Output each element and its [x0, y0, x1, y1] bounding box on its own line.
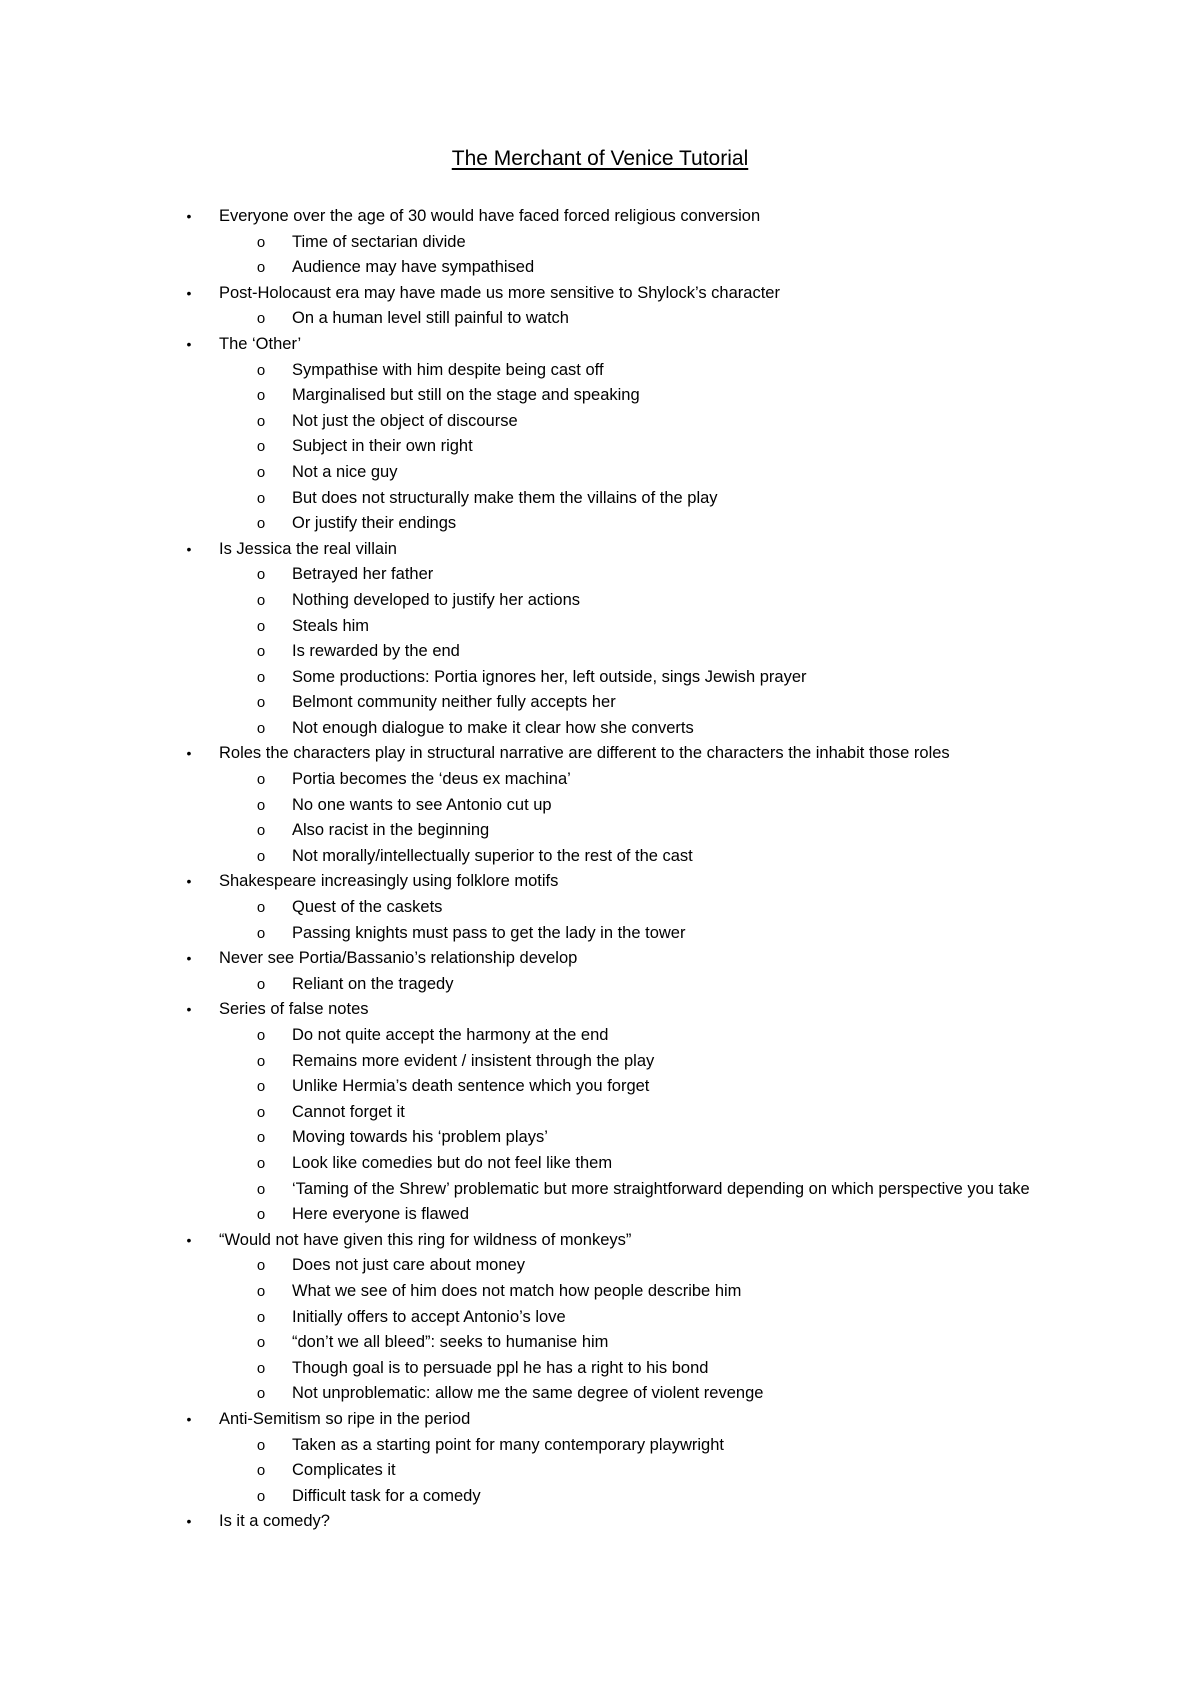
sub-bullet-item — [0, 1433, 1200, 1459]
sub-bullet-text: Quest of the caskets — [292, 898, 443, 917]
bullet-item — [0, 1228, 1200, 1254]
sub-bullet-item — [0, 614, 1200, 640]
sub-bullet-text: Nothing developed to justify her actions — [292, 590, 581, 609]
bullet-icon: • — [186, 1513, 192, 1530]
bullet-icon: • — [186, 208, 192, 224]
sub-bullet-icon: o — [256, 668, 266, 686]
sub-bullet-text: Cannot forget it — [292, 1102, 405, 1121]
sub-bullet-text: Remains more evident / insistent through the play — [292, 1051, 655, 1070]
sub-bullet-item — [0, 1202, 1200, 1228]
sub-bullet-item — [0, 562, 1200, 588]
sub-bullet-text: Betrayed her father — [292, 565, 434, 584]
sub-bullet-icon: o — [256, 617, 266, 635]
sub-bullet-text: Difficult task for a comedy — [292, 1486, 481, 1505]
sub-bullet-item — [0, 639, 1200, 665]
notes-list — [0, 204, 1200, 1535]
sub-bullet-item — [0, 1023, 1200, 1049]
sub-bullet-item — [0, 1100, 1200, 1126]
sub-bullet-item — [0, 511, 1200, 537]
bullet-text: Anti-Semitism so ripe in the period — [219, 1409, 471, 1428]
sub-bullet-item — [0, 1177, 1200, 1203]
sub-bullet-item — [0, 1151, 1200, 1177]
sub-bullet-item — [0, 716, 1200, 742]
sub-bullet-icon: o — [256, 771, 266, 789]
sub-bullet-item — [0, 1330, 1200, 1356]
sub-bullet-icon: o — [256, 1180, 266, 1198]
sub-bullet-text: Time of sectarian divide — [292, 232, 466, 251]
sub-bullet-icon: o — [256, 438, 266, 456]
bullet-text: Everyone over the age of 30 would have faced forced religious conversion — [219, 207, 761, 225]
sub-bullet-icon: o — [256, 1206, 266, 1224]
bullet-text: Is Jessica the real villain — [219, 539, 397, 558]
bullet-item — [0, 537, 1200, 563]
sub-bullet-icon: o — [256, 387, 266, 405]
sub-bullet-text: Not a nice guy — [292, 462, 398, 481]
sub-bullet-text: Is rewarded by the end — [292, 642, 460, 661]
sub-bullet-text: Audience may have sympathised — [292, 258, 535, 277]
sub-bullet-icon: o — [256, 1027, 266, 1044]
sub-bullet-icon: o — [256, 566, 266, 584]
sub-bullet-icon: o — [256, 643, 266, 661]
sub-bullet-text: Does not just care about money — [292, 1256, 525, 1275]
sub-bullet-text: Reliant on the tragedy — [292, 974, 454, 993]
sub-bullet-icon: o — [256, 361, 266, 379]
sub-bullet-icon: o — [256, 1462, 266, 1480]
sub-bullet-item — [0, 1253, 1200, 1279]
sub-bullet-text: Here everyone is flawed — [292, 1205, 470, 1224]
sub-bullet-icon: o — [256, 515, 266, 533]
sub-bullet-icon: o — [256, 412, 266, 430]
sub-bullet-text: Taken as a starting point for many contemporary playwright — [292, 1435, 724, 1454]
sub-bullet-text: No one wants to see Antonio cut up — [292, 795, 552, 814]
sub-bullet-icon: o — [256, 975, 266, 993]
bullet-icon: • — [186, 1231, 192, 1248]
sub-bullet-text: Steals him — [292, 616, 370, 635]
sub-bullet-text: What we see of him does not match how people describe him — [292, 1281, 742, 1300]
sub-bullet-icon: o — [256, 719, 266, 737]
bullet-icon: • — [186, 540, 192, 557]
bullet-item — [0, 204, 1200, 230]
sub-bullet-text: Not just the object of discourse — [292, 411, 518, 430]
bullet-item — [0, 1407, 1200, 1433]
sub-bullet-text: Not enough dialogue to make it clear how she converts — [292, 718, 694, 737]
sub-bullet-icon: o — [256, 847, 266, 865]
sub-bullet-item — [0, 1458, 1200, 1484]
sub-bullet-icon: o — [256, 1487, 266, 1505]
sub-bullet-text: Complicates it — [292, 1461, 396, 1480]
sub-bullet-icon: o — [256, 1359, 266, 1377]
sub-bullet-item — [0, 588, 1200, 614]
bullet-icon: • — [186, 284, 192, 301]
sub-bullet-item — [0, 383, 1200, 409]
bullet-text: Never see Portia/Bassanio’s relationship develop — [219, 949, 578, 968]
bullet-text: Is it a comedy? — [219, 1512, 330, 1531]
sub-bullet-icon: o — [256, 694, 266, 712]
sub-bullet-icon: o — [256, 310, 266, 328]
sub-bullet-icon: o — [256, 1103, 266, 1121]
sub-bullet-item — [0, 486, 1200, 512]
bullet-icon: • — [186, 745, 192, 762]
sub-bullet-text: But does not structurally make them the villains of the play — [292, 488, 718, 507]
bullet-item — [0, 869, 1200, 895]
sub-bullet-icon: o — [256, 1282, 266, 1300]
bullet-item — [0, 281, 1200, 307]
sub-bullet-text: On a human level still painful to watch — [292, 309, 569, 328]
sub-bullet-icon: o — [256, 822, 266, 840]
bullet-text: The ‘Other’ — [219, 334, 302, 353]
bullet-text: Post-Holocaust era may have made us more sensitive to Shylock’s character — [219, 283, 780, 302]
sub-bullet-text: Moving towards his ‘problem plays’ — [292, 1128, 548, 1147]
sub-bullet-icon: o — [256, 1334, 266, 1352]
bullet-text: Shakespeare increasingly using folklore motifs — [219, 872, 559, 891]
sub-bullet-item — [0, 1484, 1200, 1510]
document-title: The Merchant of Venice Tutorial — [451, 147, 749, 170]
bullet-item — [0, 741, 1200, 767]
sub-bullet-icon: o — [256, 1436, 266, 1454]
sub-bullet-icon: o — [256, 899, 266, 917]
sub-bullet-icon: o — [256, 1052, 266, 1070]
sub-bullet-item — [0, 1125, 1200, 1151]
sub-bullet-text: Unlike Hermia’s death sentence which you forget — [292, 1077, 650, 1096]
sub-bullet-text: Portia becomes the ‘deus ex machina’ — [292, 770, 571, 789]
bullet-text: Series of false notes — [219, 1000, 369, 1019]
bullet-icon: • — [186, 873, 192, 890]
sub-bullet-text: Passing knights must pass to get the lady in the tower — [292, 923, 686, 942]
bullet-text: “Would not have given this ring for wildness of monkeys” — [219, 1230, 632, 1249]
sub-bullet-icon: o — [256, 1257, 266, 1275]
sub-bullet-text: Sympathise with him despite being cast off — [292, 360, 604, 379]
sub-bullet-text: Do not quite accept the harmony at the end — [292, 1026, 609, 1044]
sub-bullet-item — [0, 358, 1200, 384]
sub-bullet-text: Not unproblematic: allow me the same degree of violent revenge — [292, 1384, 764, 1403]
sub-bullet-item — [0, 1279, 1200, 1305]
sub-bullet-item — [0, 1305, 1200, 1331]
sub-bullet-item — [0, 434, 1200, 460]
sub-bullet-icon: o — [256, 1154, 266, 1172]
bullet-text: Roles the characters play in structural narrative are different to the characters the inhabit those roles — [219, 744, 950, 763]
sub-bullet-text: Not morally/intellectually superior to the rest of the cast — [292, 846, 693, 865]
sub-bullet-item — [0, 1356, 1200, 1382]
sub-bullet-text: Initially offers to accept Antonio’s love — [292, 1307, 566, 1326]
sub-bullet-icon: o — [256, 1385, 266, 1403]
sub-bullet-icon: o — [256, 924, 266, 942]
sub-bullet-icon: o — [256, 796, 266, 814]
sub-bullet-text: Or justify their endings — [292, 514, 457, 533]
sub-bullet-text: Though goal is to persuade ppl he has a right to his bond — [292, 1358, 709, 1377]
sub-bullet-item — [0, 895, 1200, 921]
sub-bullet-item — [0, 306, 1200, 332]
bullet-icon: • — [186, 1001, 192, 1018]
sub-bullet-text: “don’t we all bleed”: seeks to humanise him — [292, 1333, 609, 1352]
sub-bullet-icon: o — [256, 463, 266, 481]
sub-bullet-item — [0, 793, 1200, 819]
sub-bullet-text: Also racist in the beginning — [292, 821, 490, 840]
sub-bullet-item — [0, 1381, 1200, 1407]
sub-bullet-text: Some productions: Portia ignores her, left outside, sings Jewish prayer — [292, 667, 807, 686]
sub-bullet-item — [0, 972, 1200, 998]
bullet-icon: • — [186, 1410, 192, 1427]
sub-bullet-item — [0, 818, 1200, 844]
bullet-icon: • — [186, 950, 192, 967]
sub-bullet-text: Marginalised but still on the stage and speaking — [292, 386, 640, 405]
sub-bullet-item — [0, 921, 1200, 947]
sub-bullet-item — [0, 767, 1200, 793]
sub-bullet-item — [0, 1074, 1200, 1100]
sub-bullet-icon: o — [256, 1129, 266, 1147]
sub-bullet-icon: o — [256, 591, 266, 609]
sub-bullet-item — [0, 230, 1200, 256]
bullet-item — [0, 1509, 1200, 1535]
sub-bullet-item — [0, 460, 1200, 486]
sub-bullet-icon: o — [256, 489, 266, 507]
sub-bullet-icon: o — [256, 259, 266, 277]
sub-bullet-icon: o — [256, 1078, 266, 1096]
bullet-item — [0, 946, 1200, 972]
sub-bullet-item — [0, 409, 1200, 435]
sub-bullet-text: Look like comedies but do not feel like them — [292, 1153, 613, 1172]
sub-bullet-item — [0, 255, 1200, 281]
sub-bullet-text: Belmont community neither fully accepts her — [292, 693, 616, 712]
sub-bullet-text: Subject in their own right — [292, 437, 473, 456]
sub-bullet-item — [0, 844, 1200, 870]
bullet-icon: • — [186, 335, 192, 352]
sub-bullet-item — [0, 1049, 1200, 1075]
sub-bullet-icon: o — [256, 1308, 266, 1326]
sub-bullet-item — [0, 665, 1200, 691]
sub-bullet-item — [0, 690, 1200, 716]
sub-bullet-text: ‘Taming of the Shrew’ problematic but more straightforward depending on which perspective you take — [292, 1179, 1030, 1198]
sub-bullet-icon: o — [256, 233, 266, 251]
bullet-item — [0, 997, 1200, 1023]
bullet-item — [0, 332, 1200, 358]
